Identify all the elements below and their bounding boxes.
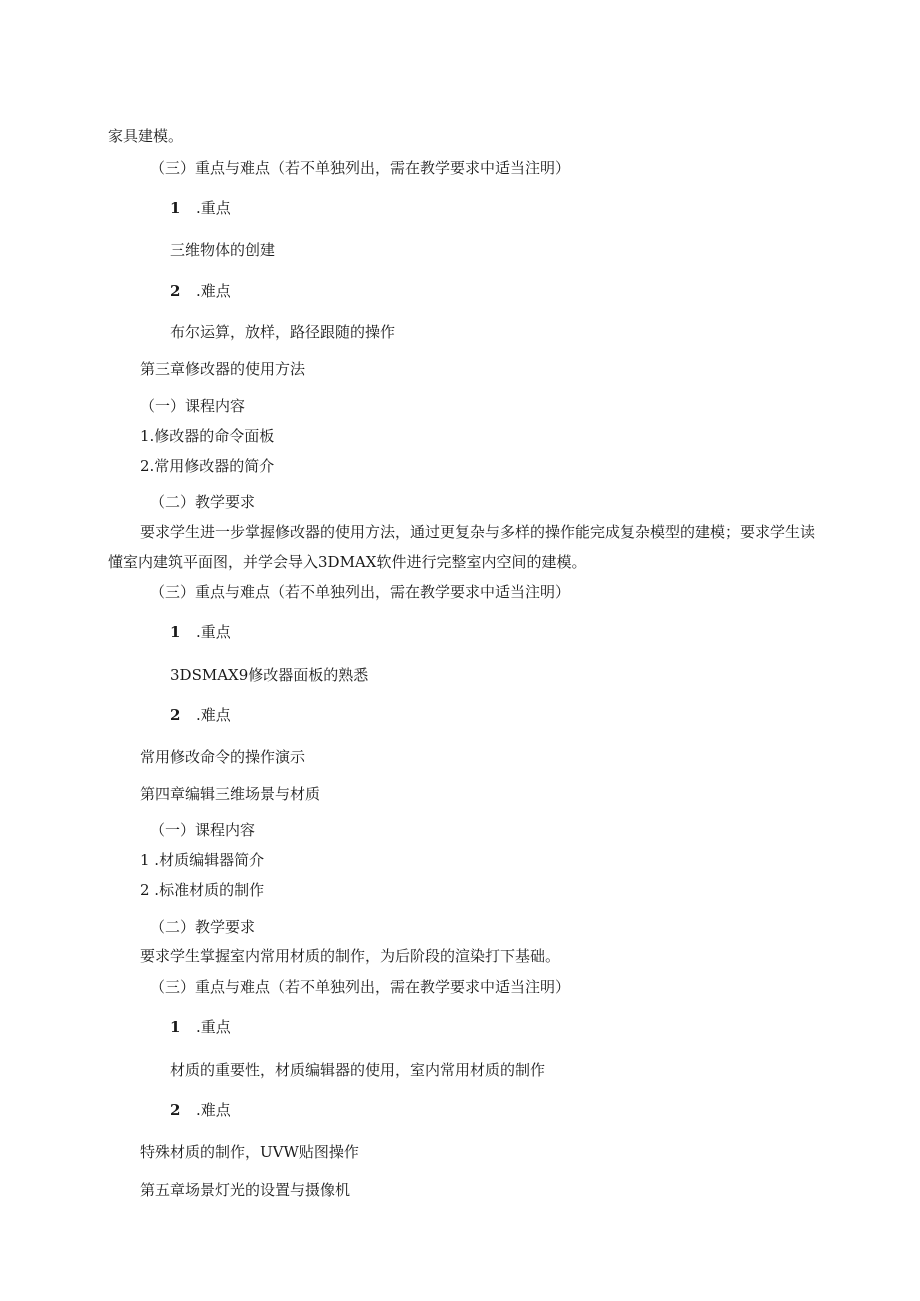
subheading-key-point [170,198,231,218]
key-point-text: 材质的重要性，材质编辑器的使用，室内常用材质的制作 [170,1061,546,1079]
subheading-key-point [170,622,231,642]
section-heading-key-points: （三）重点与难点（若不单独列出，需在教学要求中适当注明） [150,978,571,996]
requirements-paragraph: 要求学生进一步掌握修改器的使用方法，通过更复杂与多样的操作能完成复杂模型的建模；要求学生读懂室内建筑平面图，并学会导入3DMAX软件进行完整室内空间的建模。 [108,523,816,571]
section-heading-key-points: （三）重点与难点（若不单独列出，需在教学要求中适当注明） [150,583,571,601]
item-number: 2 [170,1101,181,1119]
item-number: 2 [170,282,181,300]
section-heading-requirements: （二）教学要求 [150,493,256,511]
key-point-text: 3DSMAX9修改器面板的熟悉 [170,666,369,684]
item-number: 1 [170,199,181,217]
paragraph-continuation: 家具建模。 [108,127,184,145]
item-label: .难点 [196,1101,231,1119]
list-item: 2.常用修改器的简介 [140,457,275,475]
item-label: .重点 [196,199,231,217]
difficulty-text: 特殊材质的制作，UVW贴图操作 [140,1143,359,1161]
subheading-difficulty [170,281,231,301]
list-item: 1 .材质编辑器简介 [140,851,265,869]
item-number: 1 [170,1018,181,1036]
chapter-heading: 第五章场景灯光的设置与摄像机 [140,1181,351,1199]
list-item: 1.修改器的命令面板 [140,427,275,445]
section-heading-course-content: （一）课程内容 [140,397,246,415]
item-number: 1 [170,623,181,641]
item-number: 2 [170,706,181,724]
section-heading-key-points: （三）重点与难点（若不单独列出，需在教学要求中适当注明） [150,159,571,177]
item-label: .难点 [196,706,231,724]
key-point-text: 三维物体的创建 [170,241,276,259]
chapter-heading: 第三章修改器的使用方法 [140,360,306,378]
section-heading-requirements: （二）教学要求 [150,918,256,936]
requirements-paragraph: 要求学生掌握室内常用材质的制作，为后阶段的渲染打下基础。 [140,947,561,965]
item-label: .重点 [196,623,231,641]
chapter-heading: 第四章编辑三维场景与材质 [140,785,321,803]
section-heading-course-content: （一）课程内容 [150,821,256,839]
subheading-key-point [170,1017,231,1037]
subheading-difficulty [170,705,231,725]
subheading-difficulty [170,1100,231,1120]
difficulty-text: 布尔运算，放样，路径跟随的操作 [170,323,396,341]
list-item: 2 .标准材质的制作 [140,881,265,899]
difficulty-text: 常用修改命令的操作演示 [140,748,306,766]
item-label: .重点 [196,1018,231,1036]
item-label: .难点 [196,282,231,300]
